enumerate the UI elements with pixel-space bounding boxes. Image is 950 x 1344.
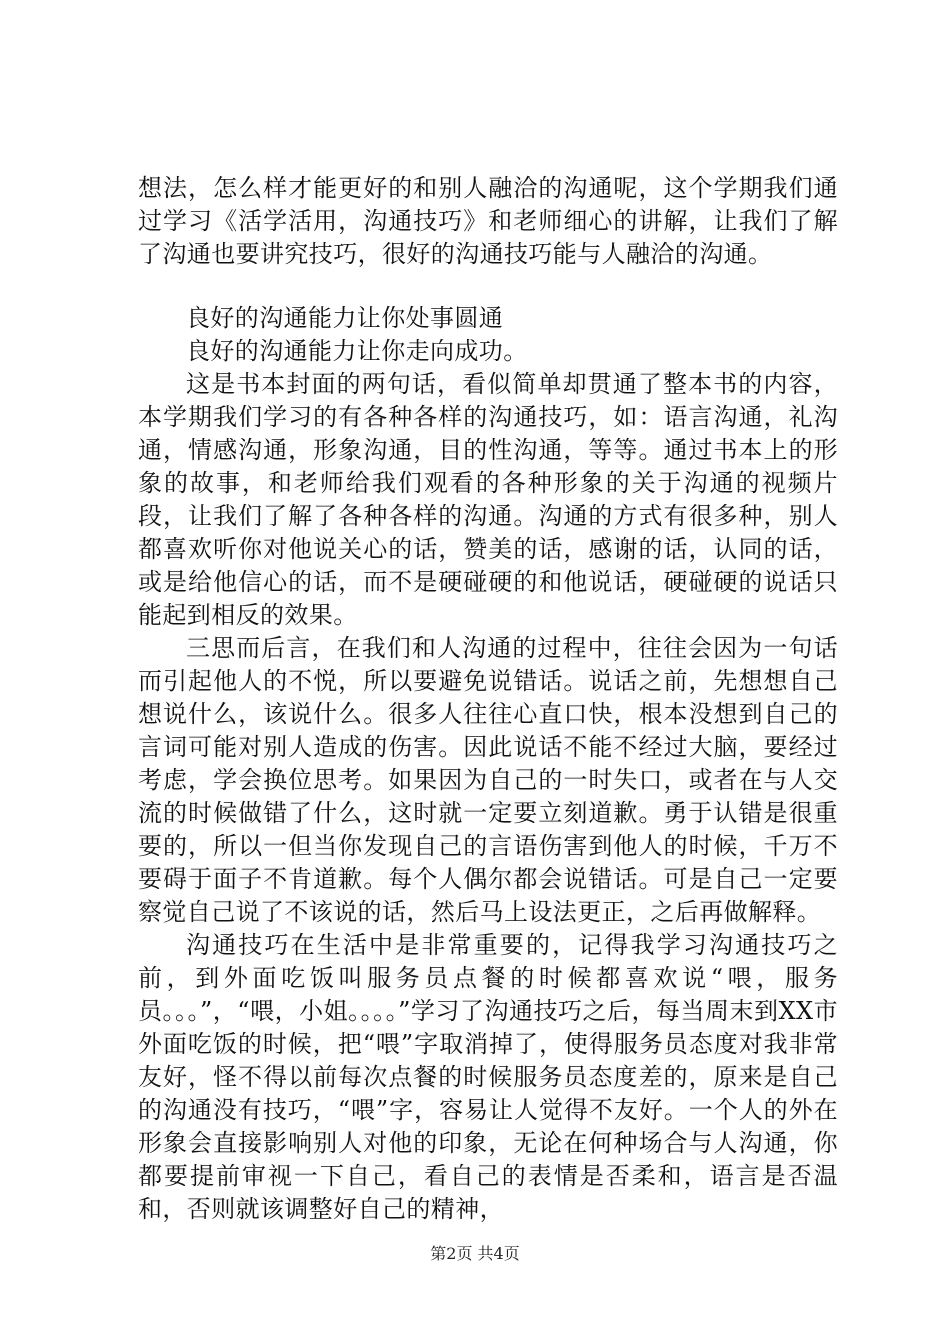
paragraph-gap	[138, 271, 838, 302]
document-body	[138, 172, 838, 1226]
paragraph-intro: 想法，怎么样才能更好的和别人融洽的沟通呢，这个学期我们通过学习《活学活用，沟通技巧》和老师细心的讲解，让我们了解了沟通也要讲究技巧，很好的沟通技巧能与人融洽的沟通。	[138, 174, 838, 268]
motto-line-1: 良好的沟通能力让你处事圆通	[186, 304, 504, 332]
page-footer: 第2页 共4页	[430, 1244, 520, 1263]
paragraph-book-cover: 这是书本封面的两句话，看似简单却贯通了整本书的内容，本学期我们学习的有各种各样的沟通技巧，如：语言沟通，礼沟通，情感沟通，形象沟通，目的性沟通，等等。通过书本上的形象的故事，和老师给我们观看的各种形象的关于沟通的视频片段，让我们了解了各种各样的沟通。沟通的方式有很多种，别人都喜欢听你对他说关心的话，赞美的话，感谢的话，认同的话，或是给他信心的话，而不是硬碰硬的和他说话，硬碰硬的说话只能起到相反的效果。	[138, 370, 838, 629]
paragraph-communication-in-life: 沟通技巧在生活中是非常重要的，记得我学习沟通技巧之前，到外面吃饭叫服务员点餐的时候都喜欢说“喂，服务员。。。”，“喂，小姐。。。。”学习了沟通技巧之后，每当周末到XX市外面吃饭的时候，把“喂”字取消掉了，使得服务员态度对我非常友好，怪不得以前每次点餐的时候服务员态度差的，原来是自己的沟通没有技巧，“喂”字，容易让人觉得不友好。一个人的外在形象会直接影响别人对他的印象，无论在何种场合与人沟通，你都要提前审视一下自己，看自己的表情是否柔和，语言是否温和，否则就该调整好自己的精神，	[138, 931, 838, 1223]
motto-line-2: 良好的沟通能力让你走向成功。	[186, 337, 528, 365]
paragraph-think-before-speaking: 三思而后言，在我们和人沟通的过程中，往往会因为一句话而引起他人的不悦，所以要避免说错话。说话之前，先想想自己想说什么，该说什么。很多人往往心直口快，根本没想到自己的言词可能对别人造成的伤害。因此说话不能不经过大脑，要经过考虑，学会换位思考。如果因为自己的一时失口，或者在与人交流的时候做错了什么，这时就一定要立刻道歉。勇于认错是很重要的，所以一但当你发现自己的言语伤害到他人的时候，千万不要碍于面子不肯道歉。每个人偶尔都会说错话。可是自己一定要察觉自己说了不该说的话，然后马上设法更正，之后再做解释。	[138, 634, 838, 926]
